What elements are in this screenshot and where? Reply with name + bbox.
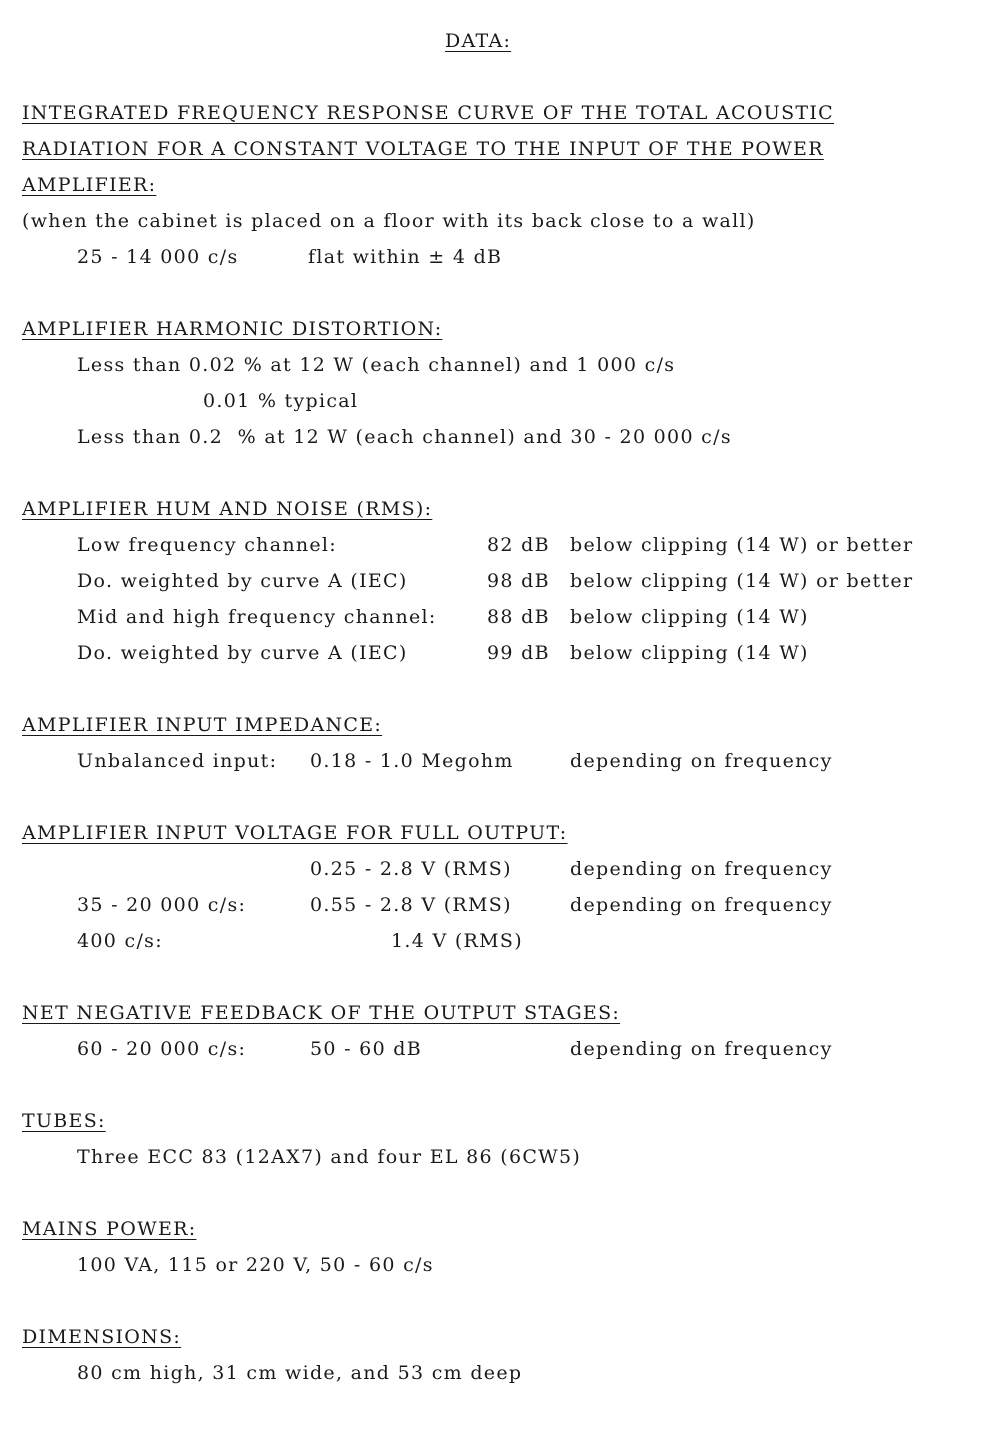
hum-row-desc: below clipping (14 W) or better [570, 570, 914, 592]
section-heading-hum-noise: AMPLIFIER HUM AND NOISE (RMS): [22, 498, 433, 520]
page-title: DATA: [445, 30, 512, 52]
dimensions-text: 80 cm high, 31 cm wide, and 53 cm deep [77, 1362, 523, 1384]
voltage-row-value: 0.25 - 2.8 V (RMS) [310, 858, 512, 880]
hum-row-label: Do. weighted by curve A (IEC) [77, 570, 408, 592]
section-heading-frequency-line-3: AMPLIFIER: [22, 174, 157, 196]
section-heading-frequency-line-1: INTEGRATED FREQUENCY RESPONSE CURVE OF THE TOTAL ACOUSTIC [22, 102, 835, 124]
voltage-row-value: 0.55 - 2.8 V (RMS) [310, 894, 512, 916]
distortion-line-2: 0.01 % typical [203, 390, 359, 412]
voltage-row-value: 1.4 V (RMS) [391, 930, 523, 952]
hum-row-desc: below clipping (14 W) [570, 606, 809, 628]
impedance-label: Unbalanced input: [77, 750, 278, 772]
section-heading-feedback: NET NEGATIVE FEEDBACK OF THE OUTPUT STAGES: [22, 1002, 621, 1024]
hum-row-value: 98 dB [487, 570, 550, 592]
frequency-range: 25 - 14 000 c/s [77, 246, 239, 268]
voltage-row-desc: depending on frequency [570, 858, 833, 880]
hum-row-label: Do. weighted by curve A (IEC) [77, 642, 408, 664]
section-heading-distortion: AMPLIFIER HARMONIC DISTORTION: [22, 318, 443, 340]
tubes-text: Three ECC 83 (12AX7) and four EL 86 (6CW5) [77, 1146, 582, 1168]
section-heading-mains-power: MAINS POWER: [22, 1218, 197, 1240]
frequency-tolerance: flat within ± 4 dB [308, 246, 503, 268]
section-heading-dimensions: DIMENSIONS: [22, 1326, 182, 1348]
voltage-row-desc: depending on frequency [570, 894, 833, 916]
feedback-value: 50 - 60 dB [310, 1038, 423, 1060]
feedback-label: 60 - 20 000 c/s: [77, 1038, 247, 1060]
hum-row-label: Low frequency channel: [77, 534, 338, 556]
voltage-row-label: 35 - 20 000 c/s: [77, 894, 247, 916]
distortion-line-3: Less than 0.2 % at 12 W (each channel) and 30 - 20 000 c/s [77, 426, 732, 448]
frequency-note: (when the cabinet is placed on a floor with its back close to a wall) [22, 210, 756, 232]
section-heading-input-voltage: AMPLIFIER INPUT VOLTAGE FOR FULL OUTPUT: [22, 822, 568, 844]
voltage-row-label: 400 c/s: [77, 930, 163, 952]
hum-row-value: 82 dB [487, 534, 550, 556]
distortion-line-1: Less than 0.02 % at 12 W (each channel) and 1 000 c/s [77, 354, 676, 376]
mains-text: 100 VA, 115 or 220 V, 50 - 60 c/s [77, 1254, 434, 1276]
section-heading-impedance: AMPLIFIER INPUT IMPEDANCE: [22, 714, 383, 736]
hum-row-value: 88 dB [487, 606, 550, 628]
section-heading-frequency-line-2: RADIATION FOR A CONSTANT VOLTAGE TO THE INPUT OF THE POWER [22, 138, 824, 160]
impedance-value: 0.18 - 1.0 Megohm [310, 750, 514, 772]
hum-row-value: 99 dB [487, 642, 550, 664]
impedance-desc: depending on frequency [570, 750, 833, 772]
feedback-desc: depending on frequency [570, 1038, 833, 1060]
hum-row-desc: below clipping (14 W) [570, 642, 809, 664]
hum-row-label: Mid and high frequency channel: [77, 606, 437, 628]
section-heading-tubes: TUBES: [22, 1110, 106, 1132]
hum-row-desc: below clipping (14 W) or better [570, 534, 914, 556]
